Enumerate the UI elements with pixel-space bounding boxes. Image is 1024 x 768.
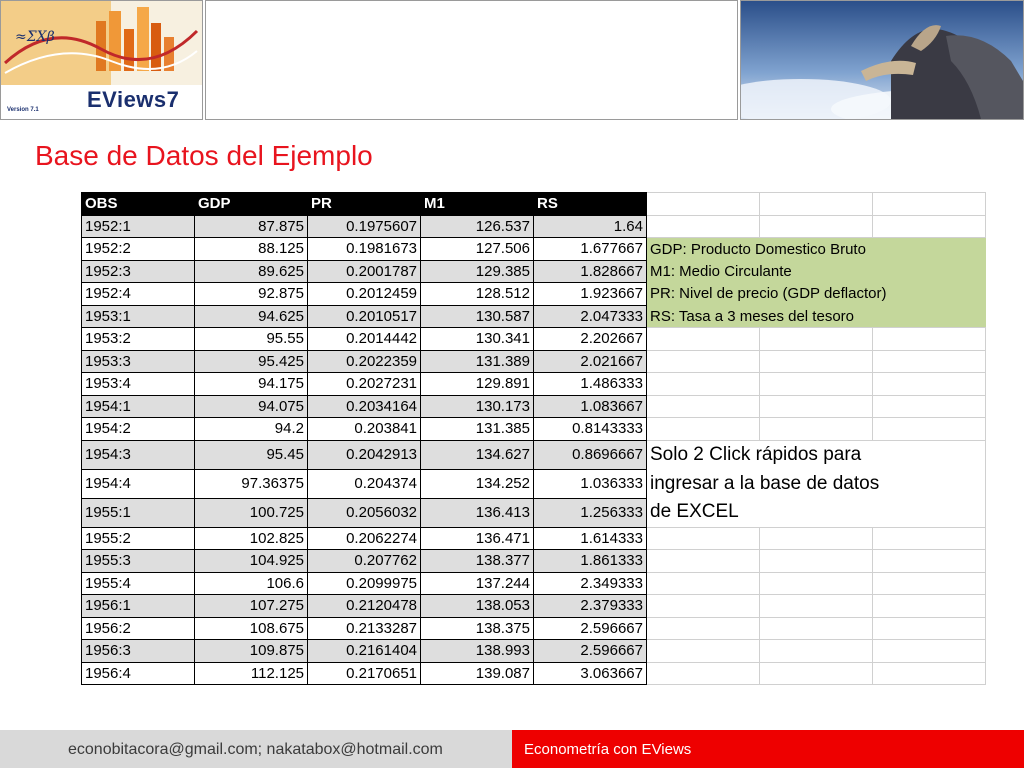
value-cell: 2.047333 [534, 305, 647, 328]
empty-cell [873, 617, 986, 640]
obs-cell: 1956:3 [82, 640, 195, 663]
column-header: GDP [195, 193, 308, 216]
value-cell: 0.2062274 [308, 527, 421, 550]
value-cell: 112.125 [195, 662, 308, 685]
empty-cell [647, 550, 760, 573]
table-row [82, 640, 986, 663]
table-row [82, 527, 986, 550]
value-cell: 2.379333 [534, 595, 647, 618]
empty-cell [647, 193, 760, 216]
value-cell: 94.175 [195, 373, 308, 396]
value-cell: 138.377 [421, 550, 534, 573]
value-cell: 130.341 [421, 328, 534, 351]
obs-cell: 1952:2 [82, 238, 195, 261]
value-cell: 0.1981673 [308, 238, 421, 261]
value-cell: 100.725 [195, 498, 308, 527]
empty-cell [760, 350, 873, 373]
excel-callout-line: ingresar a la base de datos [647, 469, 986, 498]
value-cell: 95.425 [195, 350, 308, 373]
value-cell: 0.2001787 [308, 260, 421, 283]
table-row [82, 260, 986, 283]
value-cell: 0.203841 [308, 418, 421, 441]
table-row [82, 595, 986, 618]
value-cell: 106.6 [195, 572, 308, 595]
value-cell: 89.625 [195, 260, 308, 283]
value-cell: 130.587 [421, 305, 534, 328]
value-cell: 0.2027231 [308, 373, 421, 396]
empty-cell [760, 662, 873, 685]
table-row [82, 283, 986, 306]
table-row [82, 572, 986, 595]
empty-cell [647, 350, 760, 373]
empty-cell [760, 418, 873, 441]
empty-cell [760, 640, 873, 663]
empty-cell [873, 193, 986, 216]
empty-cell [647, 215, 760, 238]
value-cell: 128.512 [421, 283, 534, 306]
value-cell: 94.625 [195, 305, 308, 328]
value-cell: 2.021667 [534, 350, 647, 373]
value-cell: 92.875 [195, 283, 308, 306]
empty-cell [873, 662, 986, 685]
obs-cell: 1955:4 [82, 572, 195, 595]
empty-cell [647, 328, 760, 351]
obs-cell: 1954:3 [82, 440, 195, 469]
table-row [82, 469, 986, 498]
empty-cell [760, 215, 873, 238]
value-cell: 0.2099975 [308, 572, 421, 595]
empty-cell [647, 418, 760, 441]
empty-cell [760, 617, 873, 640]
empty-cell [873, 215, 986, 238]
empty-cell [647, 662, 760, 685]
empty-cell [873, 328, 986, 351]
variable-note: PR: Nivel de precio (GDP deflactor) [647, 283, 986, 306]
obs-cell: 1952:3 [82, 260, 195, 283]
obs-cell: 1956:4 [82, 662, 195, 685]
variable-note: GDP: Producto Domestico Bruto [647, 238, 986, 261]
column-header: RS [534, 193, 647, 216]
value-cell: 0.2170651 [308, 662, 421, 685]
obs-cell: 1953:1 [82, 305, 195, 328]
value-cell: 2.349333 [534, 572, 647, 595]
excel-callout-line: Solo 2 Click rápidos para [647, 440, 986, 469]
empty-cell [873, 640, 986, 663]
statue-photo [740, 0, 1024, 120]
value-cell: 0.2133287 [308, 617, 421, 640]
empty-cell [760, 572, 873, 595]
table-row [82, 617, 986, 640]
page-title: Base de Datos del Ejemplo [35, 140, 373, 171]
value-cell: 97.36375 [195, 469, 308, 498]
value-cell: 130.173 [421, 395, 534, 418]
logo-version: Version 7.1 [7, 107, 39, 113]
svg-text:≈ΣXβ: ≈ΣXβ [15, 29, 55, 45]
value-cell: 138.053 [421, 595, 534, 618]
empty-cell [873, 395, 986, 418]
table-row [82, 238, 986, 261]
value-cell: 0.2042913 [308, 440, 421, 469]
variable-note: M1: Medio Circulante [647, 260, 986, 283]
value-cell: 126.537 [421, 215, 534, 238]
empty-cell [647, 395, 760, 418]
value-cell: 0.8696667 [534, 440, 647, 469]
obs-cell: 1953:4 [82, 373, 195, 396]
value-cell: 107.275 [195, 595, 308, 618]
value-cell: 127.506 [421, 238, 534, 261]
footer-emails: econobitacora@gmail.com; nakatabox@hotmail.com [68, 741, 443, 758]
empty-cell [760, 395, 873, 418]
obs-cell: 1954:2 [82, 418, 195, 441]
statue-image [741, 1, 1023, 119]
table-row [82, 373, 986, 396]
value-cell: 138.375 [421, 617, 534, 640]
table-row [82, 328, 986, 351]
empty-cell [760, 193, 873, 216]
obs-cell: 1955:2 [82, 527, 195, 550]
obs-cell: 1954:4 [82, 469, 195, 498]
table-row [82, 418, 986, 441]
value-cell: 134.252 [421, 469, 534, 498]
empty-cell [873, 550, 986, 573]
value-cell: 1.256333 [534, 498, 647, 527]
empty-cell [647, 640, 760, 663]
value-cell: 1.923667 [534, 283, 647, 306]
empty-cell [873, 350, 986, 373]
obs-cell: 1956:2 [82, 617, 195, 640]
table-row [82, 215, 986, 238]
value-cell: 131.389 [421, 350, 534, 373]
table-row [82, 440, 986, 469]
table-row [82, 395, 986, 418]
value-cell: 0.204374 [308, 469, 421, 498]
empty-cell [647, 595, 760, 618]
empty-cell [760, 595, 873, 618]
logo-wordmark: EViews7 [87, 87, 180, 112]
obs-cell: 1953:2 [82, 328, 195, 351]
value-cell: 1.828667 [534, 260, 647, 283]
value-cell: 104.925 [195, 550, 308, 573]
empty-cell [873, 595, 986, 618]
value-cell: 3.063667 [534, 662, 647, 685]
value-cell: 131.385 [421, 418, 534, 441]
value-cell: 1.861333 [534, 550, 647, 573]
obs-cell: 1955:1 [82, 498, 195, 527]
column-header: M1 [421, 193, 534, 216]
value-cell: 2.596667 [534, 617, 647, 640]
empty-cell [873, 527, 986, 550]
value-cell: 0.2012459 [308, 283, 421, 306]
value-cell: 137.244 [421, 572, 534, 595]
data-spreadsheet [81, 192, 986, 685]
obs-cell: 1956:1 [82, 595, 195, 618]
empty-cell [760, 328, 873, 351]
value-cell: 0.207762 [308, 550, 421, 573]
value-cell: 0.2161404 [308, 640, 421, 663]
banner-spacer [205, 0, 738, 120]
value-cell: 88.125 [195, 238, 308, 261]
empty-cell [873, 572, 986, 595]
value-cell: 94.075 [195, 395, 308, 418]
table-row [82, 498, 986, 527]
empty-cell [873, 418, 986, 441]
empty-cell [647, 617, 760, 640]
value-cell: 139.087 [421, 662, 534, 685]
footer-course-title: Econometría con EViews [524, 741, 692, 758]
value-cell: 95.45 [195, 440, 308, 469]
value-cell: 1.677667 [534, 238, 647, 261]
value-cell: 136.471 [421, 527, 534, 550]
value-cell: 0.2010517 [308, 305, 421, 328]
value-cell: 0.2056032 [308, 498, 421, 527]
eviews-logo [0, 0, 203, 120]
value-cell: 1.64 [534, 215, 647, 238]
value-cell: 102.825 [195, 527, 308, 550]
header-banner [0, 0, 1024, 122]
value-cell: 0.2022359 [308, 350, 421, 373]
value-cell: 0.2120478 [308, 595, 421, 618]
table-row [82, 662, 986, 685]
value-cell: 0.1975607 [308, 215, 421, 238]
value-cell: 1.036333 [534, 469, 647, 498]
value-cell: 109.875 [195, 640, 308, 663]
value-cell: 129.891 [421, 373, 534, 396]
value-cell: 94.2 [195, 418, 308, 441]
obs-cell: 1952:4 [82, 283, 195, 306]
column-header: OBS [82, 193, 195, 216]
value-cell: 0.2034164 [308, 395, 421, 418]
empty-cell [760, 373, 873, 396]
obs-cell: 1953:3 [82, 350, 195, 373]
value-cell: 87.875 [195, 215, 308, 238]
column-header: PR [308, 193, 421, 216]
value-cell: 138.993 [421, 640, 534, 663]
value-cell: 0.2014442 [308, 328, 421, 351]
value-cell: 1.486333 [534, 373, 647, 396]
obs-cell: 1955:3 [82, 550, 195, 573]
value-cell: 129.385 [421, 260, 534, 283]
value-cell: 1.083667 [534, 395, 647, 418]
empty-cell [647, 373, 760, 396]
value-cell: 0.8143333 [534, 418, 647, 441]
value-cell: 1.614333 [534, 527, 647, 550]
value-cell: 134.627 [421, 440, 534, 469]
obs-cell: 1952:1 [82, 215, 195, 238]
empty-cell [873, 373, 986, 396]
value-cell: 108.675 [195, 617, 308, 640]
obs-cell: 1954:1 [82, 395, 195, 418]
empty-cell [647, 572, 760, 595]
empty-cell [760, 527, 873, 550]
value-cell: 2.202667 [534, 328, 647, 351]
value-cell: 136.413 [421, 498, 534, 527]
value-cell: 95.55 [195, 328, 308, 351]
variable-note: RS: Tasa a 3 meses del tesoro [647, 305, 986, 328]
table-row [82, 305, 986, 328]
table-row [82, 550, 986, 573]
value-cell: 2.596667 [534, 640, 647, 663]
excel-callout-line: de EXCEL [647, 498, 986, 527]
table-row [82, 350, 986, 373]
empty-cell [760, 550, 873, 573]
table-header-row [82, 193, 986, 216]
empty-cell [647, 527, 760, 550]
